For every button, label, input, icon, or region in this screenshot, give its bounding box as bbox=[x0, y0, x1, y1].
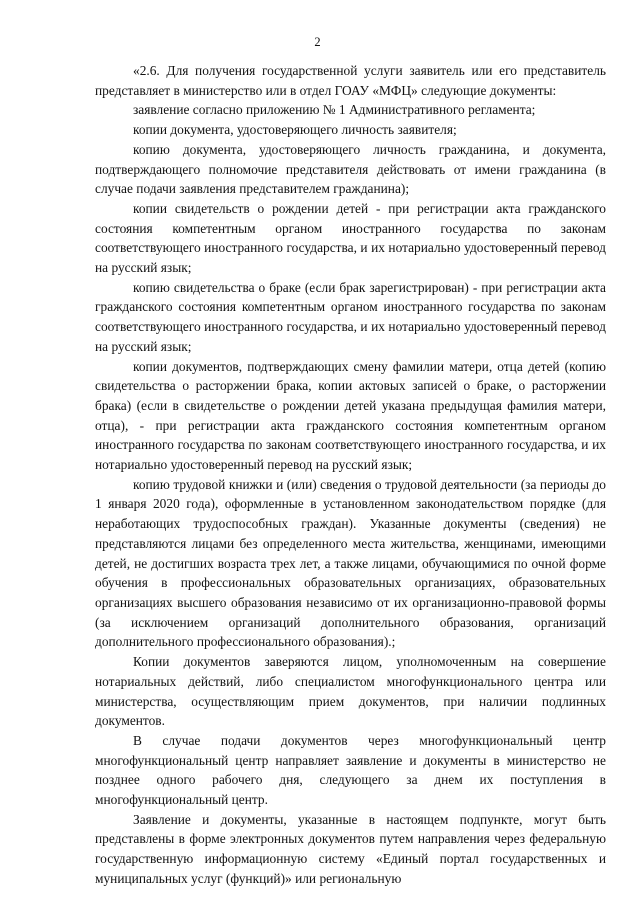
list-item-surname-change: копии документов, подтверждающих смену фамилии матери, отца детей (копию свидетельства о расторжении брака, копии актовых записей о браке, о расторжении брака) (если в свидетельстве о рождении детей указана предыдущая фамилия матери, отца), - при регистрации акта гражданского состояния компетентным органом иностранного государства по законам соответствующего иностранного государства, и их нотариально удостоверенный перевод на русский язык; bbox=[95, 358, 606, 473]
list-item-marriage-certificate: копию свидетельства о браке (если брак зарегистрирован) - при регистрации акта гражданского состояния компетентным органом иностранного государства по законам соответствующего иностранного государства, и их нотариально удостоверенный перевод на русский язык; bbox=[95, 279, 606, 354]
list-item-applicant-id: копии документа, удостоверяющего личность заявителя; bbox=[133, 122, 457, 138]
page-number: 2 bbox=[314, 35, 321, 49]
list-item-representative-id: копию документа, удостоверяющего личность гражданина, и документа, подтверждающего полномочие представителя действовать от имени гражданина (в случае подачи заявления представителем гражданина); bbox=[95, 141, 606, 197]
paragraph-certification: Копии документов заверяются лицом, уполномоченным на совершение нотариальных действий, либо специалистом многофункционального центра или министерства, осуществляющим прием документов, при наличии подлинных документов. bbox=[95, 654, 606, 729]
paragraph-intro: «2.6. Для получения государственной услуги заявитель или его представитель представляет в министерство или в отдел ГОАУ «МФЦ» следующие документы: bbox=[95, 63, 606, 98]
list-item-birth-certificates: копии свидетельств о рождении детей - при регистрации акта гражданского состояния компетентным органом иностранного государства по законам соответствующего иностранного государства, и их нотариально удостоверенный перевод на русский язык; bbox=[95, 200, 606, 276]
document-body bbox=[95, 61, 606, 889]
paragraph-mfc-submission: В случае подачи документов через многофункциональный центр многофункциональный центр направляет заявление и документы в министерство не позднее одного рабочего дня, следующего за днем их поступления в многофункциональный центр. bbox=[95, 732, 606, 808]
paragraph-electronic-submission: Заявление и документы, указанные в настоящем подпункте, могут быть представлены в форме электронных документов путем направления через федеральную государственную информационную систему «Единый портал государственных и муниципальных услуг (функций)» или региональную bbox=[95, 811, 606, 886]
list-item-application: заявление согласно приложению № 1 Административного регламента; bbox=[133, 102, 536, 118]
list-item-employment-record: копию трудовой книжки и (или) сведения о трудовой деятельности (за периоды до 1 января 2020 года), оформленные в установленном законодательством порядке (для неработающих трудоспособных граждан). Указанные документы (сведения) не представляются лицами без определенного места жительства, женщинами, имеющими детей, не достигших возраста трех лет, а также лицами, обучающимися по очной форме обучения в профессиональных образовательных организациях, образовательных организациях высшего образования независимо от их организационно-правовой формы (за исключением организаций дополнительного образования, организаций дополнительного профессионального образования).; bbox=[95, 476, 606, 650]
